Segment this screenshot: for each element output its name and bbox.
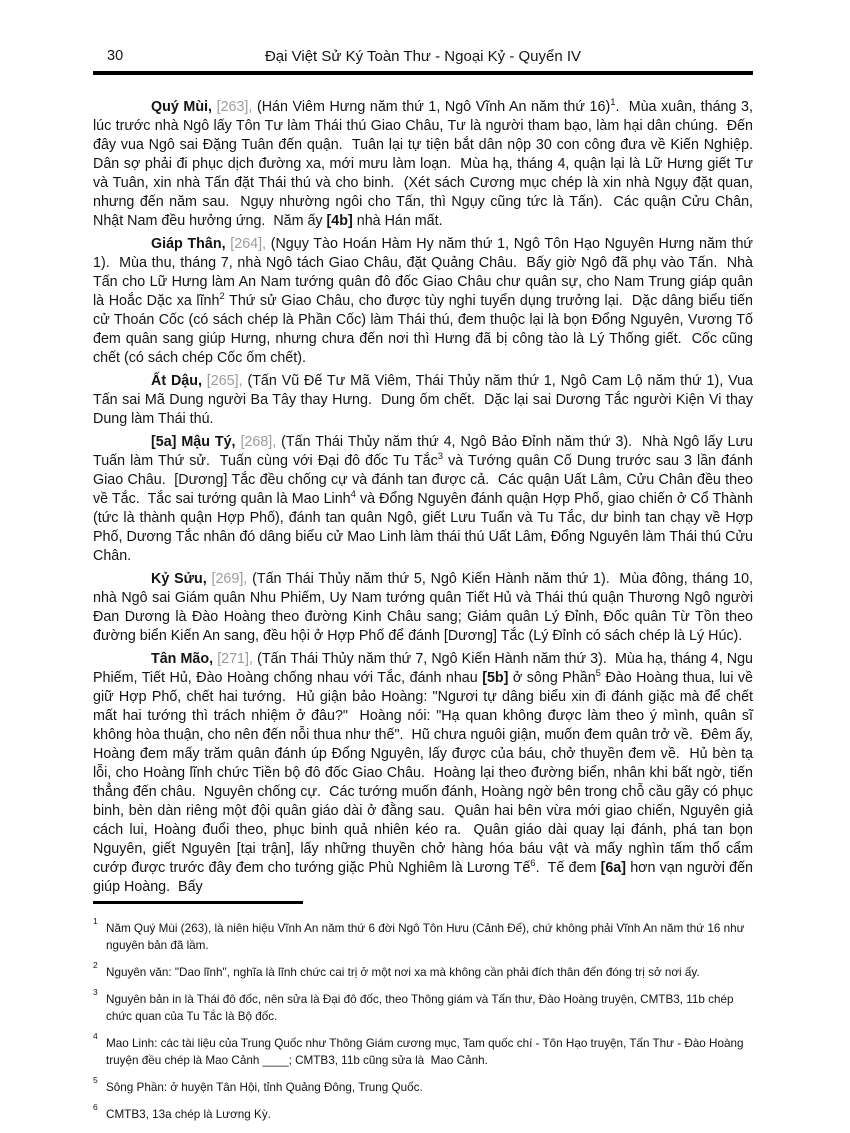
footnote-reference: 2 [219, 291, 225, 303]
year-citation: [269], [211, 571, 253, 587]
text-run: (Tấn Vũ Đế Tư Mã Viêm, Thái Thủy năm thứ 1, Ngô Cam Lộ năm thứ 1), Vua Tấn sai Mã Dung người Ba Tây thay Hưng. Dung ốm chết. Dặc lại sai Dương Tắc người Kiện Vi thay Dung làm Thái thú. [93, 373, 757, 427]
page-number: 30 [107, 48, 124, 64]
text-run: Đào Hoàng thua, lui về giữ Hợp Phố, chết hai tướng. Hủ giận bảo Hoàng: "Ngươi tự dâng biểu xin đi đánh giặc mà để chết mất hai tướng thì trách nhiệm ở đâu?" Hoàng nói: "Hạ quan không được làm theo ý mình, quân sĩ không hòa thuận, cho nên đến nỗi thua như thế". Hũ chưa nguôi giận, muốn đem quân trở về. Đêm ấy, Hoàng đem mấy trăm quân đánh úp Đổng Nguyên, lấy được của báu, chở thuyền đem về. Hủ bèn tạ lỗi, cho Hoàng lĩnh chức Tiền bộ đô đốc Giao Châu. Hoàng lại theo đường biển, nhân khi bất ngờ, tiến thẳng đến châu. Nguyên chống cự. Các tướng muốn đánh, Hoàng ngờ bên trong chỗ cầu gãy có phục binh, bèn dàn riêng một đội quân giáo dài ở đằng sau. Quân hai bên vừa mới giao chiến, Nguyên giả cách lui, Hoàng đuổi theo, phục binh quả nhiên kéo ra. Quân giáo dài quay lại đánh, phá tan bọn Nguyên, giết Nguyên [tại trận], lấy những thuyền chở hàng hóa báu vật và mấy nghìn tấm thổ cẩm cướp được trước đây đem cho tướng giặc Phù Nghiêm là Lương Tế [93, 670, 757, 876]
footnote: 2 Nguyên văn: "Dao lĩnh", nghĩa là lĩnh chức cai trị ở một nơi xa mà không cần phải đích thân đến đóng trị sở nơi ấy. [93, 960, 700, 979]
footnote: 5 Sông Phần: ở huyện Tân Hội, tỉnh Quảng Đông, Trung Quốc. [93, 1075, 423, 1094]
footnote: 3 Nguyên bản in là Thái đô đốc, nên sửa là Đại đô đốc, theo Thông giám và Tấn thư, Đào Hoàng truyện, CMTB3, 11b chép chức quan của Tu Tắc là Bộ đốc. [93, 987, 737, 1023]
text-run: (Tấn Thái Thủy năm thứ 5, Ngô Kiến Hành năm thứ 1). Mùa đông, tháng 10, nhà Ngô sai Giám quân Nhu Phiếm, Uy Nam tướng quân Tiết Hủ và Thái thú quận Thương Ngô người Đan Dương là Đào Hoàng theo đường Kinh Châu sang; Giám quân Lý Đỉnh, Đốc quân Từ Tồn theo đường biển Kiến An sang, đều hội ở Hợp Phố để đánh [Dương] Tắc (Lý Đỉnh có sách chép là Lý Húc). [93, 571, 757, 644]
paragraph [93, 650, 757, 897]
paragraph [93, 372, 757, 429]
bold-text-run: [5a] Mậu Tý, [151, 434, 241, 450]
footnote-reference: 5 [595, 668, 601, 680]
footnote-text: Nguyên bản in là Thái đô đốc, nên sửa là Đại đô đốc, theo Thông giám và Tấn thư, Đào Hoàng truyện, CMTB3, 11b chép chức quan của Tu Tắc là Bộ đốc. [106, 993, 737, 1023]
bold-text-run: [4b] [326, 213, 353, 229]
document-body [93, 97, 761, 901]
footnote-text: Nguyên văn: "Dao lĩnh", nghĩa là lĩnh chức cai trị ở một nơi xa mà không cần phải đích thân đến đóng trị sở nơi ấy. [106, 966, 700, 979]
footnote-text: Năm Quý Mùi (263), là niên hiệu Vĩnh An năm thứ 6 đời Ngô Tôn Hưu (Cảnh Đế), chứ không phải Vĩnh An năm thứ 16 như nguyên bản đã lầm. [106, 922, 748, 952]
footnote-reference: 6 [530, 858, 536, 870]
text-run: . Tế đem [535, 860, 601, 876]
footnote-separator [93, 901, 303, 904]
text-run: ở sông Phần [508, 670, 596, 686]
year-citation: [268], [240, 434, 282, 450]
text-run: và Đổng Nguyên đánh quận Hợp Phố, giao chiến ở Cổ Thành (tức là thành quận Hợp Phố), đánh tan quân Ngô, giết Lưu Tuấn và Tu Tắc, dư binh tan chạy về Hợp Phố, Dương Tắc nhân đó dâng biểu cử Mao Linh làm thái thú Uất Lâm, Đổng Nguyên làm Thái thú Cửu Chân. [93, 491, 757, 564]
footnote-text: Sông Phần: ở huyện Tân Hội, tỉnh Quảng Đông, Trung Quốc. [106, 1081, 423, 1094]
footnote: 4 Mao Linh: các tài liệu của Trung Quốc như Thông Giám cương mục, Tam quốc chí - Tôn Hạo truyện, Tấn Thư - Đào Hoàng truyện đều chép là Mao Cảnh ____; CMTB3, 11b cũng sửa là Mao Cảnh. [93, 1031, 747, 1067]
bold-text-run: Ất Dậu, [151, 373, 207, 389]
year-citation: [271], [217, 651, 258, 667]
page-title: Đại Việt Sử Ký Toàn Thư - Ngoại Kỷ - Quyển IV [264, 48, 582, 65]
footnote-text: CMTB3, 13a chép là Lương Kỳ. [106, 1108, 271, 1121]
bold-text-run: Giáp Thân, [151, 236, 231, 252]
text-run: (Tấn Thái Thủy năm thứ 7, Ngô Kiến Hành năm thứ 3). Mùa hạ, tháng 4, Ngu Phiếm, Tiết Hủ, Đào Hoàng chống nhau với Tắc, đánh nhau [93, 651, 757, 686]
text-run: nhà Hán mất. [352, 213, 443, 229]
text-run: hơn vạn người đến giúp Hoàng. Bấy [93, 860, 757, 895]
bold-text-run: Kỷ Sửu, [151, 571, 212, 587]
footnote-text: Mao Linh: các tài liệu của Trung Quốc như Thông Giám cương mục, Tam quốc chí - Tôn Hạo truyện, Tấn Thư - Đào Hoàng truyện đều chép là Mao Cảnh ____; CMTB3, 11b cũng sửa là Mao Cảnh. [106, 1037, 747, 1067]
paragraph [93, 570, 757, 646]
footnotes-section [93, 901, 753, 1133]
paragraph [93, 433, 757, 566]
footnote-reference: 1 [610, 97, 616, 109]
footnote: 1 Năm Quý Mùi (263), là niên hiệu Vĩnh An năm thứ 6 đời Ngô Tôn Hưu (Cảnh Đế), chứ không phải Vĩnh An năm thứ 16 như nguyên bản đã lầm. [93, 916, 748, 952]
paragraph [93, 235, 757, 368]
text-run: và Tướng quân Cố Dung trước sau 3 lần đánh Giao Châu. [Dương] Tắc đều chống cự và đánh tan được cả. Các quận Uất Lâm, Cửu Chân đều theo về Tắc. Tắc sai tướng quân là Mao Linh [93, 453, 757, 507]
footnote: 6 CMTB3, 13a chép là Lương Kỳ. [93, 1102, 271, 1121]
bold-text-run: Tân Mão, [151, 651, 218, 667]
text-run: . Mùa xuân, tháng 3, lúc trước nhà Ngô lấy Tôn Tư làm Thái thú Giao Châu, Tư là người tham bạo, làm hại dân chúng. Đến đây vua Ngô sai Đặng Tuân đến quận. Tuân lại tự tiện bắt dân nộp 30 con công đưa về Kiến Nghiệp. Dân sợ phải đi phục dịch đường xa, mới mưu làm loạn. Mùa hạ, tháng 4, quận lại là Lữ Hưng giết Tư và Tuân, xin nhà Tấn đặt Thái thú và cho binh. (Xét sách Cương mục chép là xin nhà Ngụy đặt quan, nhưng đến năm sau. Ngụy nhường ngôi cho Tấn, thì Ngụy cũng tức là Tấn). Các quận Cửu Chân, Nhật Nam đều hưởng ứng. Năm ấy [93, 99, 761, 229]
text-run: (Tấn Thái Thủy năm thứ 4, Ngô Bảo Đỉnh năm thứ 3). Nhà Ngô lấy Lưu Tuấn làm Thứ sử. Tuấn cùng với Đại đô đốc Tu Tắc [93, 434, 757, 469]
footnote-reference: 4 [350, 489, 356, 501]
text-run: (Hán Viêm Hưng năm thứ 1, Ngô Vĩnh An năm thứ 16) [256, 99, 611, 115]
year-citation: [263], [216, 99, 257, 115]
year-citation: [265], [206, 373, 248, 389]
text-run: (Ngụy Tào Hoán Hàm Hy năm thứ 1, Ngô Tôn Hạo Nguyên Hưng năm thứ 1). Mùa thu, tháng 7, nhà Ngô tách Giao Châu, đặt Quảng Châu. Bấy giờ Ngô đã phụ vào Tấn. Nhà Tấn cho Lữ Hưng làm An Nam tướng quân đô đốc Giao Châu chư quân sự, cho Nam Trung giáp quân là Hoắc Dặc xa lĩnh [93, 236, 757, 309]
text-run: Thứ sử Giao Châu, cho được tùy nghi tuyển dụng trưởng lại. Dặc dâng biểu tiến cử Thoán Cốc (có sách chép là Phần Cốc) làm Thái thú, đem thuộc lại là bọn Đổng Nguyên, Vương Tố đem quân sang giúp Hưng, nhưng chưa đến nơi thì Hưng đã bị công tào là Lý Thống giết. Cốc cũng chết (có sách chép Cốc ốm chết). [93, 293, 757, 366]
bold-text-run: Quý Mùi, [151, 99, 217, 115]
paragraph [93, 97, 761, 231]
year-citation: [264], [230, 236, 271, 252]
page-header [93, 48, 753, 75]
footnote-reference: 3 [437, 451, 444, 463]
bold-text-run: [6a] [600, 860, 626, 876]
footnote-list [93, 916, 753, 1123]
bold-text-run: [5b] [482, 670, 509, 686]
